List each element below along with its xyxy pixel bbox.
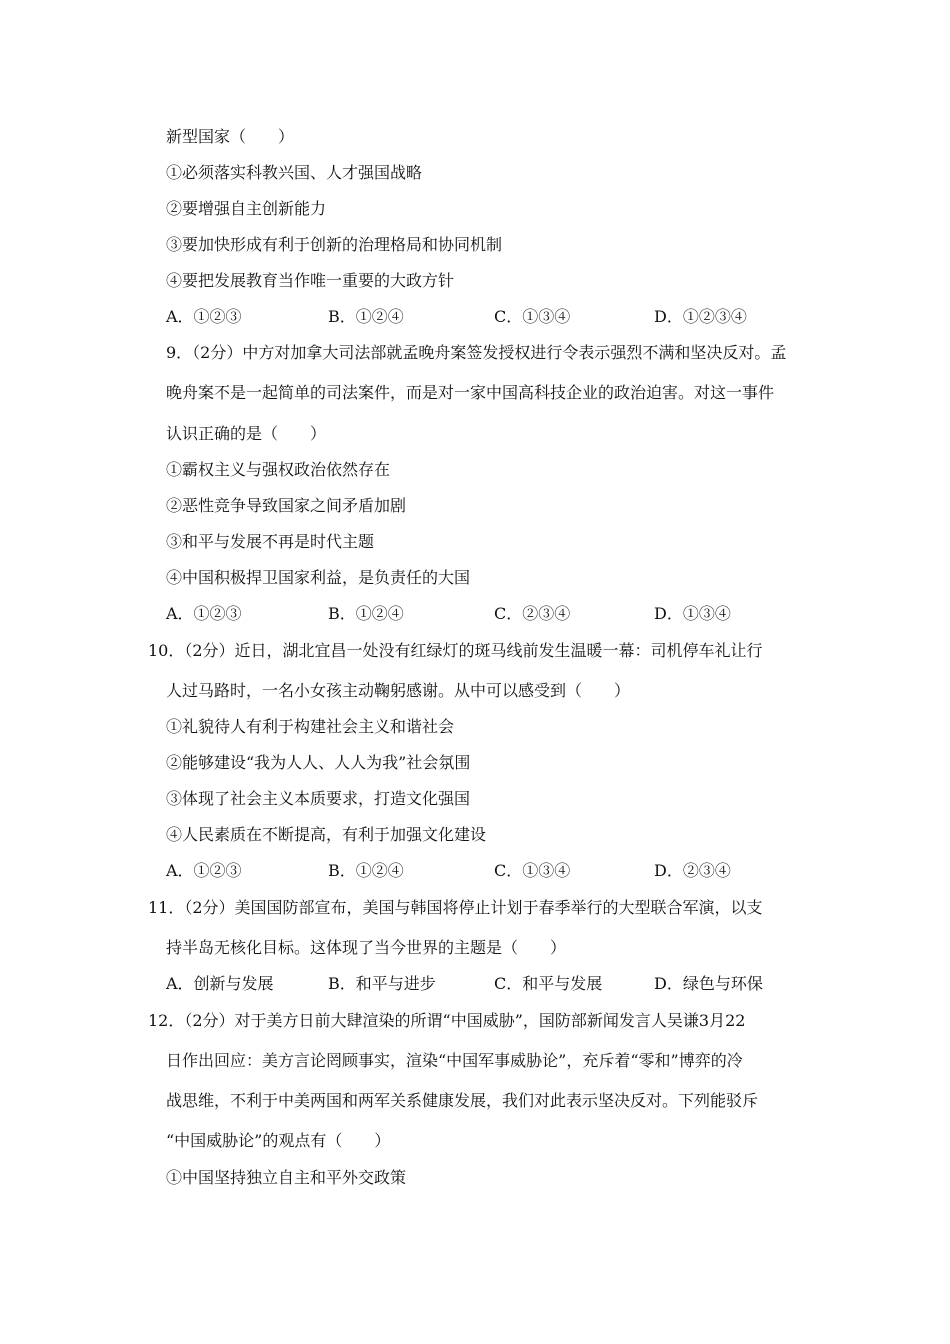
q9-option-a: A．①②③ <box>166 604 242 623</box>
q8-item-3: ③要加快形成有利于创新的治理格局和协同机制 <box>166 235 503 254</box>
q9-stem-line-3: 认识正确的是（ ） <box>166 424 327 443</box>
q9-item-4: ④中国积极捍卫国家利益，是负责任的大国 <box>166 568 471 587</box>
q8-option-b: B．①②④ <box>328 307 404 326</box>
q8-item-2: ②要增强自主创新能力 <box>166 199 327 218</box>
q11-stem-line-2: 持半岛无核化目标。这体现了当今世界的主题是（ ） <box>166 938 567 957</box>
q12-stem-line-1: 12．（2分）对于美方日前大肆渲染的所谓“中国威胁”，国防部新闻发言人吴谦3月22 <box>148 1011 746 1030</box>
q11-option-c: C．和平与发展 <box>494 974 603 993</box>
q10-option-d: D．②③④ <box>654 861 731 880</box>
q11-option-d: D．绿色与环保 <box>654 974 763 993</box>
q10-item-3: ③体现了社会主义本质要求，打造文化强国 <box>166 789 471 808</box>
q12-item-1: ①中国坚持独立自主和平外交政策 <box>166 1168 407 1187</box>
q10-stem-line-1: 10．（2分）近日，湖北宜昌一处没有红绿灯的斑马线前发生温暖一幕：司机停车礼让行 <box>148 641 763 660</box>
q12-stem-line-4: “中国威胁论”的观点有（ ） <box>166 1131 391 1150</box>
q9-item-2: ②恶性竞争导致国家之间矛盾加剧 <box>166 496 407 515</box>
q10-item-1: ①礼貌待人有利于构建社会主义和谐社会 <box>166 717 455 736</box>
q12-stem-line-2: 日作出回应：美方言论罔顾事实，渲染“中国军事威胁论”，充斥着“零和”博弈的冷 <box>166 1051 743 1070</box>
q12-stem-line-3: 战思维，不利于中美两国和两军关系健康发展，我们对此表示坚决反对。下列能驳斥 <box>166 1091 759 1110</box>
q8-option-a: A．①②③ <box>166 307 242 326</box>
q8-item-4: ④要把发展教育当作唯一重要的大政方针 <box>166 271 455 290</box>
q9-item-3: ③和平与发展不再是时代主题 <box>166 532 375 551</box>
q10-option-c: C．①③④ <box>494 861 571 880</box>
q9-item-1: ①霸权主义与强权政治依然存在 <box>166 460 391 479</box>
q10-option-b: B．①②④ <box>328 861 404 880</box>
q9-option-b: B．①②④ <box>328 604 404 623</box>
q9-stem-line-1: 9．（2分）中方对加拿大司法部就孟晚舟案签发授权进行令表示强烈不满和坚决反对。孟 <box>166 343 787 362</box>
q8-stem-tail: 新型国家（ ） <box>166 127 295 146</box>
q10-option-a: A．①②③ <box>166 861 242 880</box>
q10-item-4: ④人民素质在不断提高，有利于加强文化建设 <box>166 825 487 844</box>
q10-item-2: ②能够建设“我为人人、人人为我”社会氛围 <box>166 753 471 772</box>
q11-stem-line-1: 11．（2分）美国国防部宣布，美国与韩国将停止计划于春季举行的大型联合军演，以支 <box>148 898 763 917</box>
q8-option-d: D．①②③④ <box>654 307 747 326</box>
q10-stem-line-2: 人过马路时，一名小女孩主动鞠躬感谢。从中可以感受到（ ） <box>166 681 631 700</box>
q11-option-a: A．创新与发展 <box>166 974 274 993</box>
q9-option-c: C．②③④ <box>494 604 571 623</box>
q8-option-c: C．①③④ <box>494 307 571 326</box>
q8-item-1: ①必须落实科教兴国、人才强国战略 <box>166 163 423 182</box>
q9-stem-line-2: 晚舟案不是一起简单的司法案件，而是对一家中国高科技企业的政治迫害。对这一事件 <box>166 383 775 402</box>
q11-option-b: B．和平与进步 <box>328 974 436 993</box>
q9-option-d: D．①③④ <box>654 604 731 623</box>
